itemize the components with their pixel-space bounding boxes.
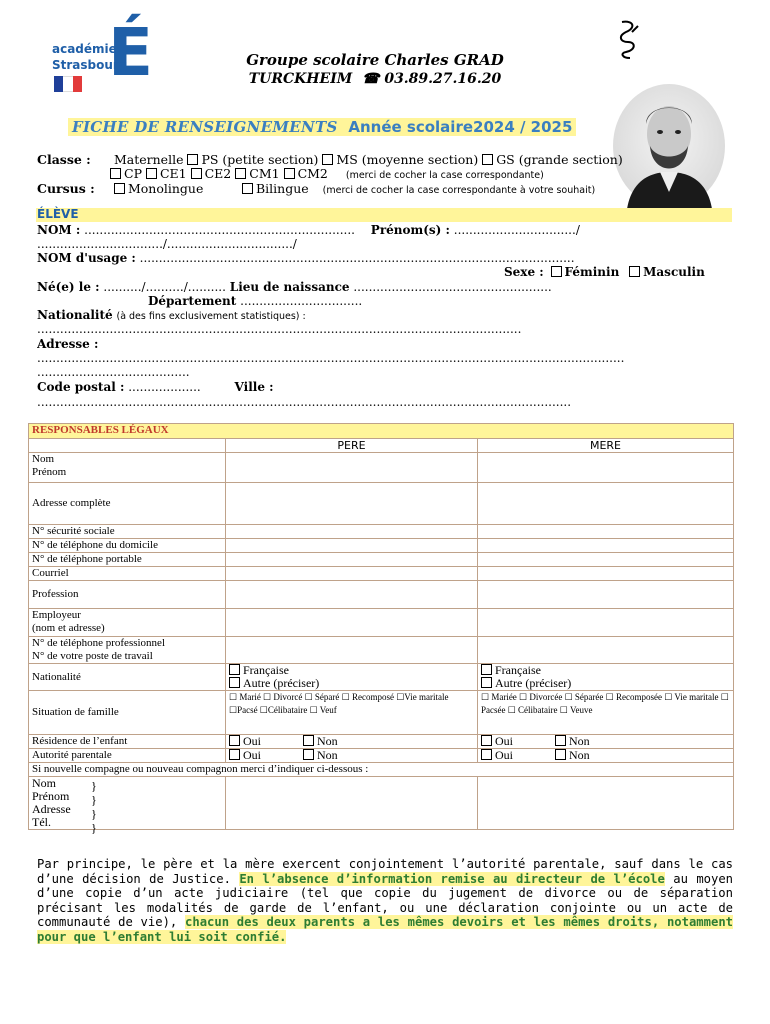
responsables-title: RESPONSABLES LÉGAUX [29,424,734,439]
nc-nom: Nom [32,776,56,790]
pere-francaise-checkbox[interactable] [229,664,240,675]
classe-cm1: CM1 [249,166,280,181]
pere-employeur-field[interactable] [226,609,478,637]
brace-marks: } } } } [91,779,97,835]
classe-maternelle: Maternelle [113,152,184,167]
mere-autorite-non: Non [569,748,590,762]
prenom-line-2[interactable]: ................................./................................./ [37,237,297,251]
form-title-text: FICHE DE RENSEIGNEMENTS [72,118,338,136]
label-tel-port: N° de téléphone portable [29,553,226,567]
mere-residence-oui-checkbox[interactable] [481,735,492,746]
departement-label: Département [148,294,237,308]
adresse-field[interactable]: .......................................................................................................................................................... [37,351,625,365]
label-employeur: Employeur [32,609,81,621]
nc-tel: Tél. [32,815,51,829]
code-postal-field[interactable]: ................... [128,380,201,394]
cursus-row [37,181,595,196]
header-pere: PERE [226,439,478,453]
checkbox-masculin[interactable] [629,266,640,277]
checkbox-ps[interactable] [187,154,198,165]
classe-ms: MS (moyenne section) [336,152,479,167]
adresse-label [37,337,98,351]
checkbox-cp[interactable] [110,168,121,179]
pere-tel-dom-field[interactable] [226,539,478,553]
label-prenom: Prénom [32,466,67,478]
mere-secu-field[interactable] [478,525,734,539]
header-empty [29,439,226,453]
label-residence: Résidence de l’enfant [29,735,226,749]
portrait-image [612,84,727,209]
label-adresse: Adresse complète [29,483,226,525]
label-courriel: Courriel [29,567,226,581]
label-situation: Situation de famille [29,691,226,735]
adresse-field-2[interactable]: ........................................ [37,365,190,379]
mere-situation-options[interactable]: ☐ Mariée ☐ Divorcée ☐ Séparée ☐ Recomposée ☐ Vie maritale ☐ Pacsée ☐ Célibataire ☐ Veuve [478,691,734,735]
classe-label: Classe : [37,152,91,167]
pere-situation-options[interactable]: ☐ Marié ☐ Divorcé ☐ Séparé ☐ Recomposé ☐Vie maritale ☐Pacsé ☐Célibataire ☐ Veuf [226,691,478,735]
nom-usage-line [37,251,737,265]
nom-line [37,223,737,237]
eleve-highlight [36,208,732,222]
checkbox-cm1[interactable] [235,168,246,179]
pere-residence-non: Non [317,734,338,748]
mere-residence-non: Non [569,734,590,748]
naissance-line [37,280,737,294]
school-phone: 03.89.27.16.20 [384,71,502,87]
lieu-field[interactable]: .................................................... [353,280,552,294]
ne-le-field[interactable]: ........../........../.......... [103,280,226,294]
ne-le-label: Né(e) le : [37,280,100,294]
nc-adresse: Adresse [32,802,71,816]
logo-line-2: Strasbourg [52,58,128,72]
mere-profession-field[interactable] [478,581,734,609]
mere-residence-oui: Oui [495,734,513,748]
pere-autorite-non-checkbox[interactable] [303,749,314,760]
pere-courriel-field[interactable] [226,567,478,581]
departement-field[interactable]: ................................ [240,294,363,308]
pere-francaise: Française [243,663,289,677]
responsables-table [28,423,734,835]
mere-tel-pro-field[interactable] [478,637,734,664]
mere-residence-non-checkbox[interactable] [555,735,566,746]
mere-nationalite [478,664,734,691]
checkbox-ce1[interactable] [146,168,157,179]
signature-mark [614,18,644,60]
phone-icon: ☎ [357,71,380,87]
pere-adresse-field[interactable] [226,483,478,525]
row-nom-prenom [29,453,226,483]
checkbox-bilingue[interactable] [242,183,253,194]
form-title [72,118,572,136]
pere-residence-oui: Oui [243,734,261,748]
mere-autorite-oui-checkbox[interactable] [481,749,492,760]
mere-autre-checkbox[interactable] [481,677,492,688]
mere-adresse-field[interactable] [478,483,734,525]
mere-nom-field[interactable] [478,453,734,483]
adresse-label-text: Adresse : [37,337,99,351]
checkbox-gs[interactable] [482,154,493,165]
classe-ps: PS (petite section) [201,152,319,167]
nc-prenom: Prénom [32,789,70,803]
label-profession: Profession [29,581,226,609]
mere-francaise-checkbox[interactable] [481,664,492,675]
academie-logo [50,14,160,100]
school-year: Année scolaire2024 / 2025 [348,118,573,136]
pere-nom-field[interactable] [226,453,478,483]
nationalite-line [37,308,306,322]
header-mere: MERE [478,439,734,453]
label-tel-pro: N° de téléphone professionnel [32,637,165,649]
school-contact [230,71,520,87]
eleve-title: ÉLÈVE [37,207,79,221]
classe-note: (merci de cocher la case correspondante) [345,170,544,181]
classe-ce2: CE2 [204,166,232,181]
mere-courriel-field[interactable] [478,567,734,581]
footer-text-2: au moyen d’une copie d’un acte judiciaire (tel que copie du jugement de divorce ou de séparation précisant les modalités de garde de l’enfant, ou une déclaration conjointe ou un acte de communauté de vie), [37,871,734,929]
mere-autorite-non-checkbox[interactable] [555,749,566,760]
mere-autorite-oui: Oui [495,748,513,762]
sexe-line [504,265,705,279]
label-employeur-detail: (nom et adresse) [32,622,105,634]
school-name: Groupe scolaire Charles GRAD [246,51,504,69]
prenom-label: Prénom(s) : [370,223,450,237]
mere-tel-dom-field[interactable] [478,539,734,553]
french-flag-icon [54,76,82,92]
mere-autorite [478,749,734,763]
cursus-note: (merci de cocher la case correspondante à votre souhait) [322,185,596,196]
pere-autorite-non: Non [317,748,338,762]
pere-autre: Autre (préciser) [243,676,320,690]
classe-gs: GS (grande section) [496,152,623,167]
mere-nouveau-field[interactable] [478,777,734,830]
school-header [230,51,520,87]
cursus-label: Cursus : [37,181,95,196]
cursus-bilingue: Bilingue [255,181,309,196]
logo-line-1: académie [52,42,117,56]
row-tel-pro [29,637,226,664]
checkbox-ce2[interactable] [191,168,202,179]
nom-field[interactable]: ....................................................................... [84,223,355,237]
classe-cp: CP [124,166,142,181]
prenom-field[interactable]: ................................/ [453,223,580,237]
pere-secu-field[interactable] [226,525,478,539]
nom-usage-field[interactable]: .................................................................................................................. [139,251,575,265]
classe-cm2: CM2 [297,166,328,181]
sexe-masculin: Masculin [643,265,705,279]
nationalite-field[interactable]: ............................................................................................................................... [37,322,522,336]
pere-autorite-oui-checkbox[interactable] [229,749,240,760]
label-autorite: Autorité parentale [29,749,226,763]
mere-francaise: Française [495,663,541,677]
row-employeur [29,609,226,637]
label-nom: Nom [32,453,54,465]
mere-tel-port-field[interactable] [478,553,734,567]
checkbox-feminin[interactable] [551,266,562,277]
nom-usage-label: NOM d'usage : [37,251,136,265]
pere-autorite-oui: Oui [243,748,261,762]
classe-ce1: CE1 [159,166,187,181]
footer-paragraph [37,857,733,944]
pere-residence-non-checkbox[interactable] [303,735,314,746]
sexe-label: Sexe : [504,265,544,279]
label-nouveau-compagnon: Si nouvelle compagne ou nouveau compagnon merci d’indiquer ci-dessous : [29,763,734,777]
sexe-feminin: Féminin [564,265,620,279]
nationalite-label: Nationalité [37,308,113,322]
mere-autre: Autre (préciser) [495,676,572,690]
pere-residence-oui-checkbox[interactable] [229,735,240,746]
academie-e-letter: É [108,14,154,91]
pere-autorite [226,749,478,763]
lieu-label: Lieu de naissance [229,280,350,294]
label-secu: N° sécurité sociale [29,525,226,539]
code-postal-label: Code postal : [37,380,125,394]
nom-label: NOM : [37,223,81,237]
label-nationalite: Nationalité [29,664,226,691]
footer-text-1: Par principe, le père et la mère exercent conjointement l’autorité parentale, sauf dans le cas d’une décision de Justice. [37,857,733,886]
cursus-monolingue: Monolingue [127,181,204,196]
ville-field[interactable]: ............................................................................................................................................ [37,395,572,409]
nationalite-note: (à des fins exclusivement statistiques) : [116,311,306,322]
pere-profession-field[interactable] [226,581,478,609]
checkbox-cm2[interactable] [284,168,295,179]
label-tel-dom: N° de téléphone du domicile [29,539,226,553]
classe-row-1 [37,152,623,167]
pere-tel-pro-field[interactable] [226,637,478,664]
mere-residence [478,735,734,749]
mere-employeur-field[interactable] [478,609,734,637]
pere-autre-checkbox[interactable] [229,677,240,688]
checkbox-ms[interactable] [322,154,333,165]
ville-label: Ville : [234,380,274,394]
cp-ville-line [37,380,274,394]
footer-highlight-2: chacun des deux parents a les mêmes devoirs et les mêmes droits, notamment pour que l’enfant lui soit confié. [37,915,733,944]
label-tel-travail: N° de votre poste de travail [32,650,153,662]
pere-tel-port-field[interactable] [226,553,478,567]
nouveau-compagnon-labels [29,776,226,835]
pere-residence [226,735,478,749]
footer-highlight-1: En l’absence d’information remise au directeur de l’école [239,871,665,886]
checkbox-monolingue[interactable] [114,183,125,194]
school-city: TURCKHEIM [248,71,353,87]
departement-line [148,294,362,308]
pere-nouveau-field[interactable] [226,777,478,830]
pere-nationalite [226,664,478,691]
classe-row-2 [110,166,544,181]
